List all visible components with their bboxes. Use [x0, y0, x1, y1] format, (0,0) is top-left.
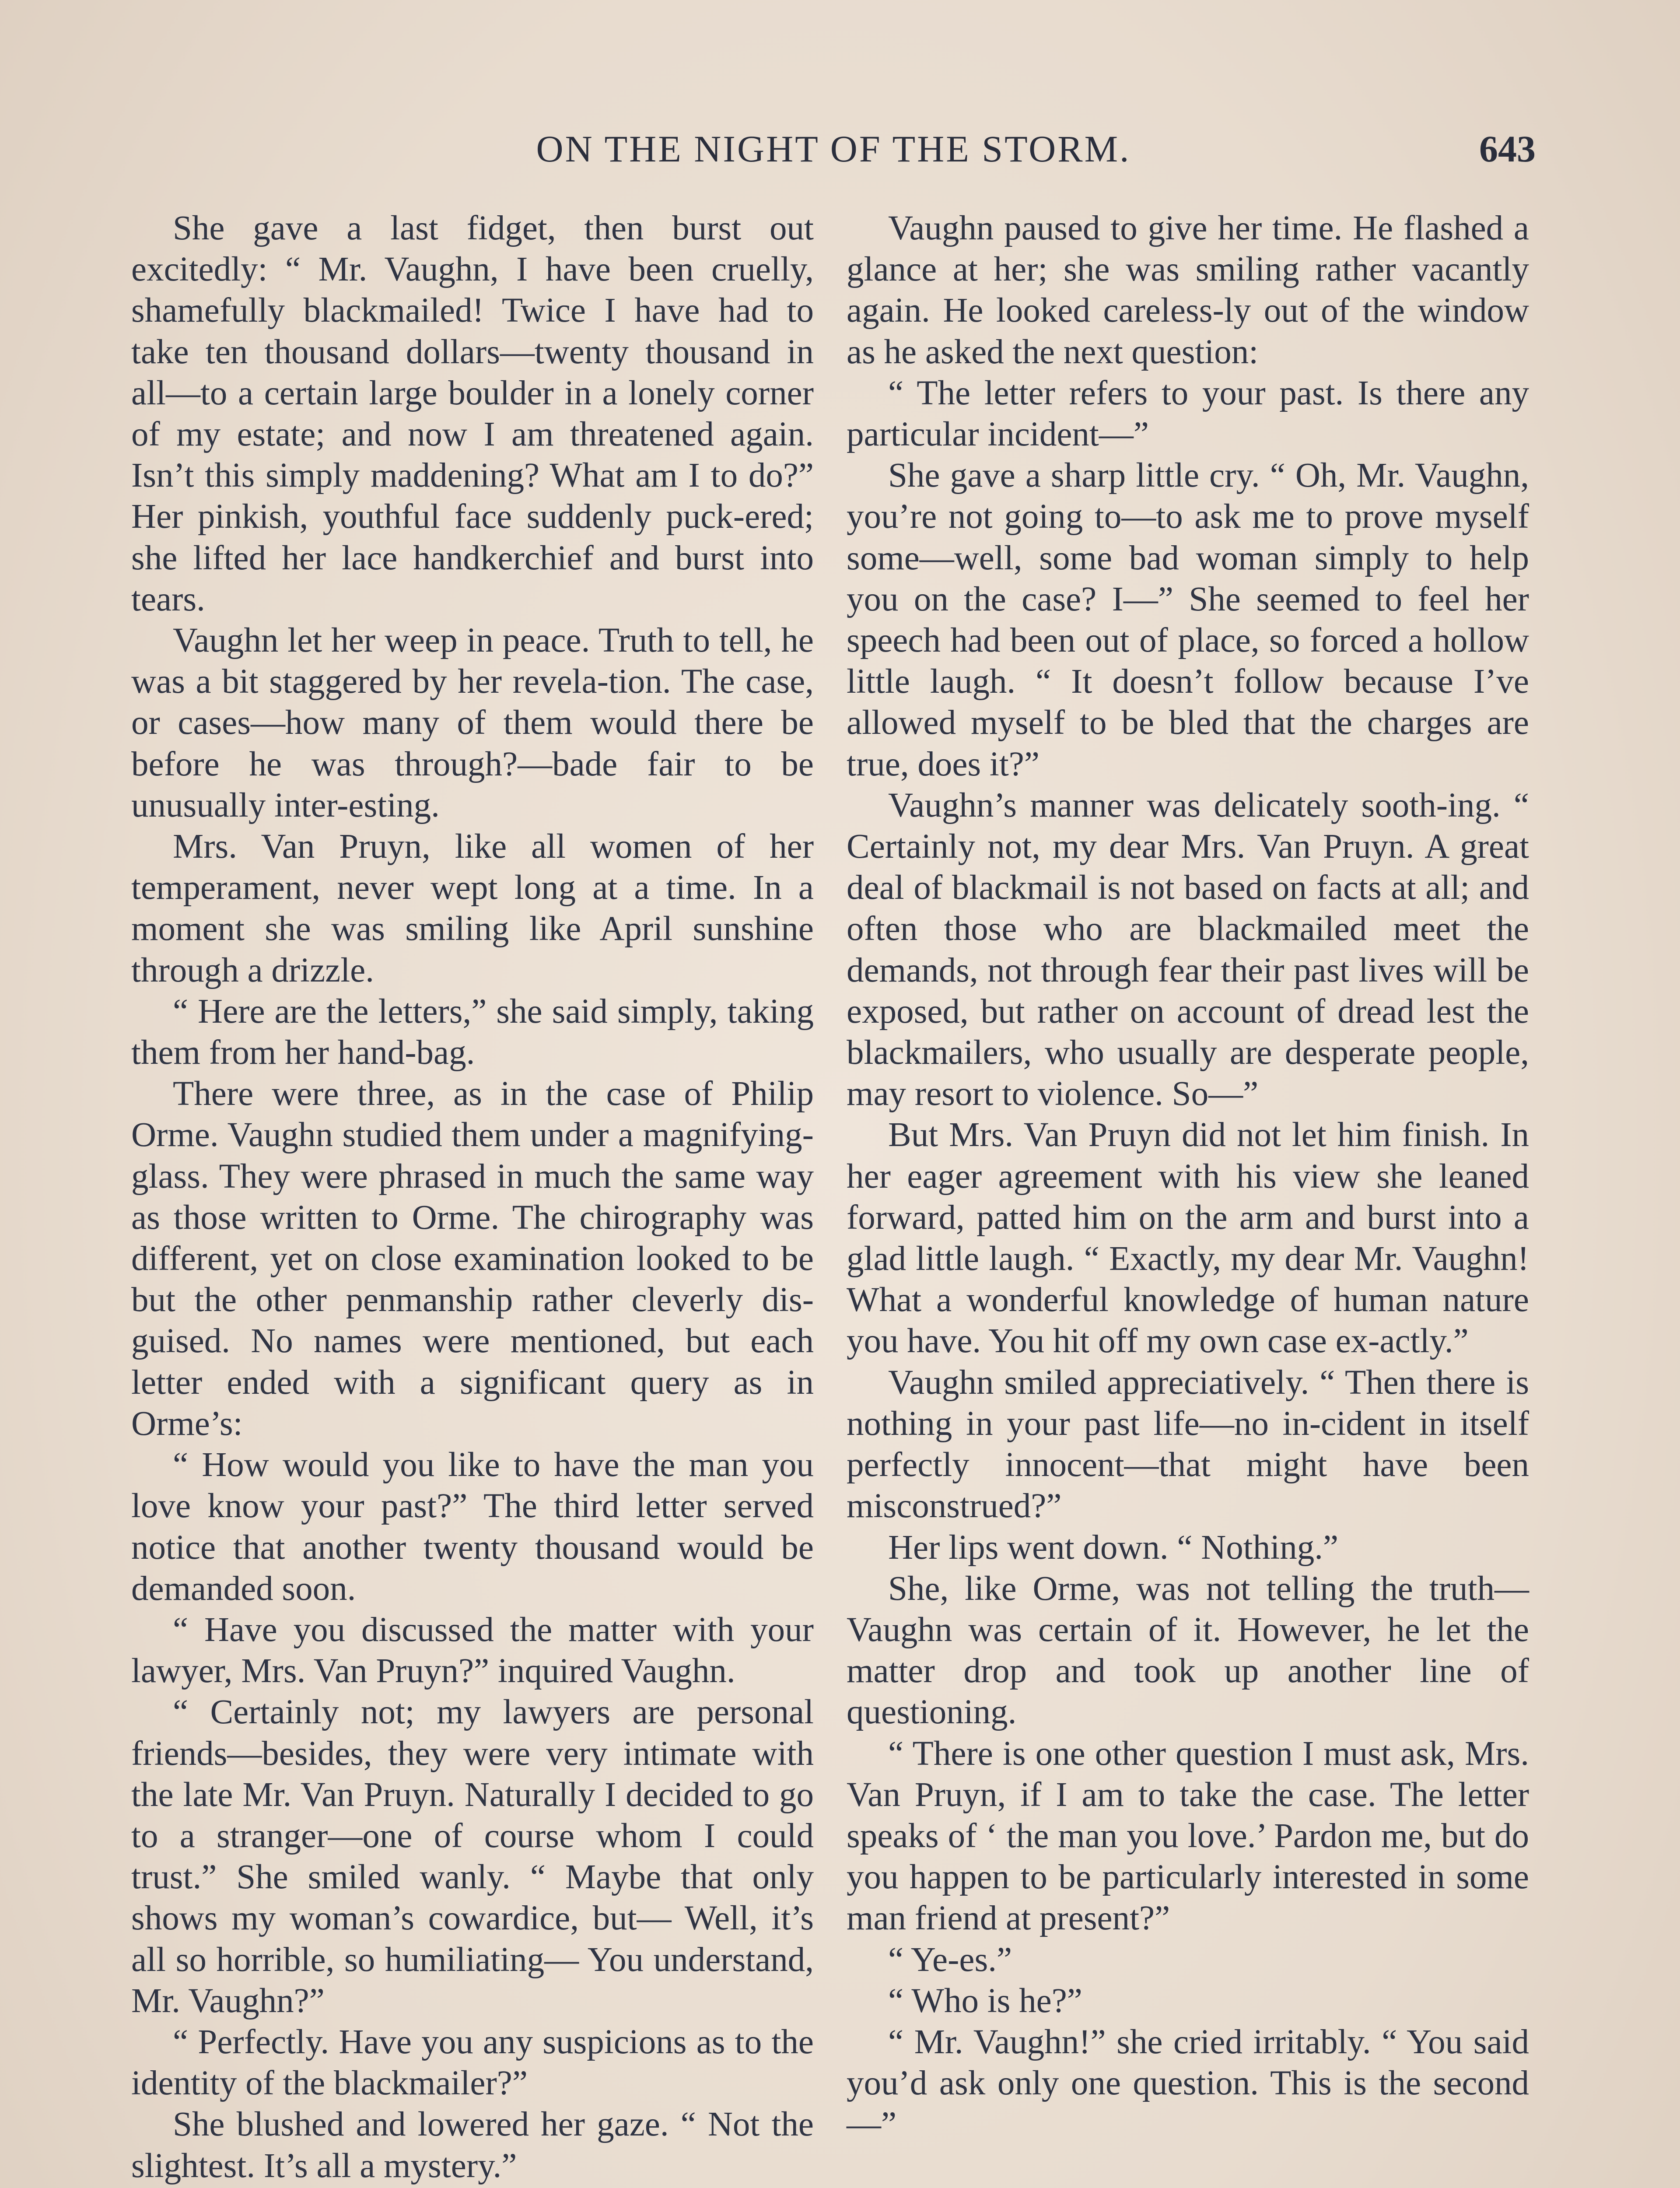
left-column	[131, 208, 814, 2187]
paragraph: She, like Orme, was not telling the truth—Vaughn was certain of it. However, he let the matter drop and took up another line of questioning.	[847, 1569, 1529, 1732]
paragraph: She gave a last fidget, then burst out excitedly: “ Mr. Vaughn, I have been cruelly, shamefully blackmailed! Twice I have had to take ten thousand dollars—twenty thousand in all—to a certain large boulder in a lonely corner of my estate; and now I am threatened again. Isn’t this simply maddening? What am I to do?” Her pinkish, youthful face suddenly puck-ered; she lifted her lace handkerchief and burst into tears.	[131, 209, 814, 618]
paragraph: Vaughn’s manner was delicately sooth-ing. “ Certainly not, my dear Mrs. Van Pruyn. A great deal of blackmail is not based on facts at all; and often those who are blackmailed meet the demands, not through fear their past lives will be exposed, but rather on account of dread lest the blackmailers, who usually are desperate people, may resort to violence. So—”	[847, 786, 1529, 1113]
paragraph: But Mrs. Van Pruyn did not let him finish. In her eager agreement with his view she leaned forward, patted him on the arm and burst into a glad little laugh. “ Exactly, my dear Mr. Vaughn! What a wonderful knowledge of human nature you have. You hit off my own case ex-actly.”	[847, 1116, 1529, 1360]
paragraph: “ Ye-es.”	[888, 1940, 1012, 1979]
paragraph: “ Have you discussed the matter with your lawyer, Mrs. Van Pruyn?” inquired Vaughn.	[131, 1610, 814, 1690]
paragraph: Vaughn smiled appreciatively. “ Then there is nothing in your past life—no in-cident in itself perfectly innocent—that might have been misconstrued?”	[847, 1363, 1529, 1525]
running-head	[131, 127, 1536, 179]
paragraph: Mrs. Van Pruyn, like all women of her temperament, never wept long at a time. In a moment she was smiling like April sunshine through a drizzle.	[131, 828, 814, 989]
right-column	[847, 208, 1529, 2146]
paragraph: She gave a sharp little cry. “ Oh, Mr. Vaughn, you’re not going to—to ask me to prove myself some—well, some bad woman simply to help you on the case? I—” She seemed to feel her speech had been out of place, so forced a hollow little laugh. “ It doesn’t follow because I’ve allowed myself to be bled that the charges are true, does it?”	[847, 456, 1529, 783]
paragraph: Vaughn let her weep in peace. Truth to tell, he was a bit staggered by her revela-tion. The case, or cases—how many of them would there be before he was through?—bade fair to be unusually inter-esting.	[131, 621, 814, 824]
paragraph: Vaughn paused to give her time. He flashed a glance at her; she was smiling rather vacantly again. He looked careless-ly out of the window as he asked the next question:	[847, 209, 1529, 371]
paragraph: “ Perfectly. Have you any suspicions as to the identity of the blackmailer?”	[131, 2023, 814, 2103]
paragraph: Her lips went down. “ Nothing.”	[888, 1528, 1339, 1567]
paragraph: She blushed and lowered her gaze. “ Not the slightest. It’s all a mystery.”	[131, 2105, 814, 2185]
paragraph: “ Certainly not; my lawyers are personal friends—besides, they were very intimate with the late Mr. Van Pruyn. Naturally I decided to go to a stranger—one of course whom I could trust.” She smiled wanly. “ Maybe that only shows my woman’s cowardice, but— Well, it’s all so horrible, so humiliating— You understand, Mr. Vaughn?”	[131, 1693, 814, 2020]
paragraph: There were three, as in the case of Philip Orme. Vaughn studied them under a magnifying-glass. They were phrased in much the same way as those written to Orme. The chirography was different, yet on close examination looked to be but the other penmanship rather cleverly dis-guised. No names were mentioned, but each letter ended with a significant query as in Orme’s:	[131, 1075, 814, 1443]
paragraph: “ Here are the letters,” she said simply, taking them from her hand-bag.	[131, 992, 814, 1072]
paragraph: “ There is one other question I must ask, Mrs. Van Pruyn, if I am to take the case. The letter speaks of ‘ the man you love.’ Pardon me, but do you happen to be particularly interested in some man friend at present?”	[847, 1734, 1529, 1938]
paragraph: “ Mr. Vaughn!” she cried irritably. “ You said you’d ask only one question. This is the second—”	[847, 2023, 1529, 2144]
running-title: ON THE NIGHT OF THE STORM.	[536, 128, 1131, 170]
page-number: 643	[1479, 128, 1536, 170]
paragraph: “ The letter refers to your past. Is there any particular incident—”	[847, 374, 1529, 454]
paragraph: “ How would you like to have the man you love know your past?” The third letter served notice that another twenty thousand would be demanded soon.	[131, 1446, 814, 1608]
paragraph: “ Who is he?”	[888, 1981, 1082, 2020]
